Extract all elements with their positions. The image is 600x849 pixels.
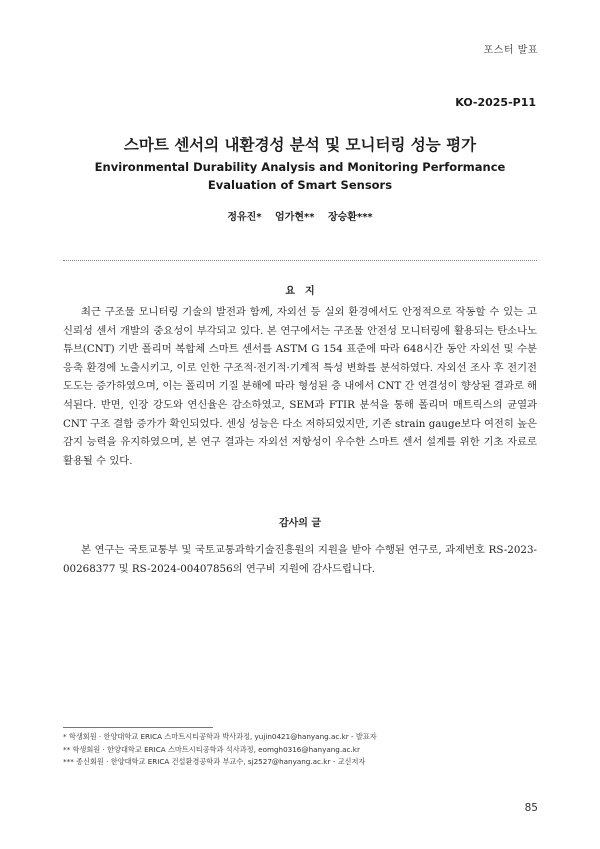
section-divider — [63, 260, 537, 261]
acknowledgement-body: 본 연구는 국토교통부 및 국토교통과학기술진흥원의 지원을 받아 수행된 연구로, 과제번호 RS-2023-00268377 및 RS-2024-00407856의 연구비 지원에 감사드립니다. — [63, 544, 537, 575]
footnote-author-2: ** 학생회원 · 한양대학교 ERICA 스마트시티공학과 석사과정, eomgh0316@hanyang.ac.kr — [63, 744, 360, 754]
author-3: 장승환*** — [327, 212, 373, 223]
footnote-author-1: * 학생회원 · 한양대학교 ERICA 스마트시티공학과 박사과정, yujin0421@hanyang.ac.kr - 발표자 — [63, 732, 377, 741]
footnote-rule — [63, 727, 213, 728]
author-list — [0, 208, 600, 223]
paper-code: KO-2025-P11 — [455, 96, 536, 109]
footnotes — [63, 731, 543, 769]
acknowledgement-heading: 감사의 글 — [278, 518, 322, 529]
session-tag: 포스터 발표 — [483, 45, 538, 56]
page-number: 85 — [524, 802, 538, 814]
footnote-author-3: *** 종신회원 · 한양대학교 ERICA 건설환경공학과 부교수, sj2527@hanyang.ac.kr - 교신저자 — [63, 757, 366, 767]
abstract-heading: 요지 — [285, 286, 325, 297]
paper-title-korean: 스마트 센서의 내환경성 분석 및 모니터링 성능 평가 — [123, 136, 477, 154]
author-2: 엄가현** — [275, 212, 315, 223]
paper-title-english: Environmental Durability Analysis and Monitoring Performance Evaluation of Smart Sensors — [94, 160, 506, 192]
abstract-body: 최근 구조물 모니터링 기술의 발전과 함께, 자외선 등 실외 환경에서도 안정적으로 작동할 수 있는 고신뢰성 센서 개발의 중요성이 부각되고 있다. 본 연구에서는 구조물 안전성 모니터링에 활용되는 탄소나노튜브(CNT) 기반 폴리머 복합체 스마트 센서를 ASTM G 154 표준에 따라 648시간 동안 자외선 및 수분 응축 환경에 노출시키고, 이로 인한 구조적·전기적·기계적 특성 변화를 분석하였다. 자외선 조사 후 전기전도도는 증가하였으며, 이는 폴리머 기질 분해에 따라 형성된 층 내에서 CNT 간 연결성이 향상된 결과로 해석된다. 반면, 인장 강도와 연신율은 감소하였고, SEM과 FTIR 분석을 통해 폴리머 매트릭스의 균열과 CNT 구조 결함 증가가 확인되었다. 센싱 성능은 다소 저하되었지만, 기존 strain gauge보다 여전히 높은 감지 능력을 유지하였으며, 본 연구 결과는 자외선 저항성이 우수한 스마트 센서 설계를 위한 기초 자료로 활용될 수 있다. — [63, 306, 537, 467]
author-1: 정유진* — [227, 212, 262, 223]
